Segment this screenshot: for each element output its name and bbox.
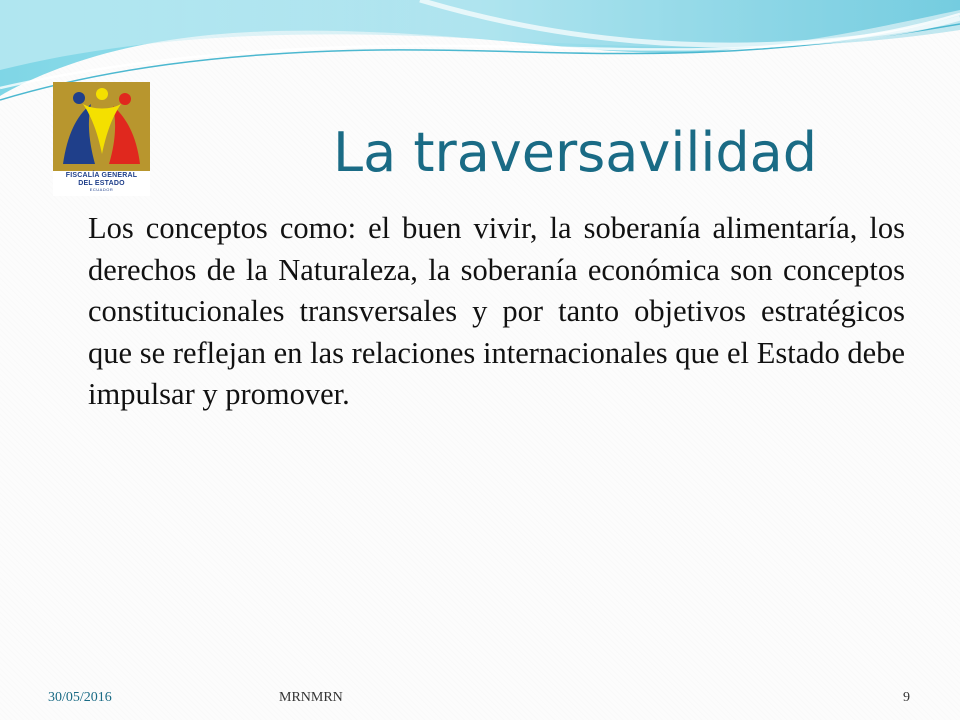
logo-line-1: FISCALÍA GENERAL xyxy=(65,172,138,179)
footer-date: 30/05/2016 xyxy=(48,690,112,705)
footer-author: MRNMRN xyxy=(279,690,343,705)
logo-line-2: DEL ESTADO xyxy=(78,180,125,187)
fiscalia-emblem-icon xyxy=(53,82,150,170)
slide-title: La traversavilidad xyxy=(332,121,818,184)
logo-line-3: ECUADOR xyxy=(89,187,114,192)
footer-page-number: 9 xyxy=(903,690,910,705)
fiscalia-logo xyxy=(53,82,150,195)
logo-caption xyxy=(53,170,150,196)
slide-body-text: Los conceptos como: el buen vivir, la soberanía alimentaría, los derechos de la Naturaleza, la soberanía económica son conceptos constitucionales transversales y por tanto objetivos estratégicos que se reflejan en las relaciones internacionales que el Estado debe impulsar y promover. xyxy=(88,211,905,411)
